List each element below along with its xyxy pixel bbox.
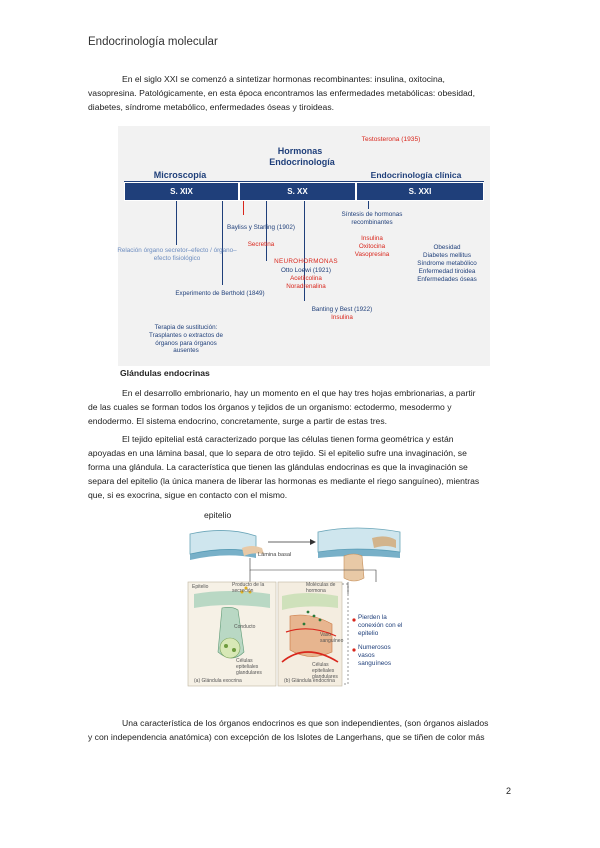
text-line: y con independencia anatómica) con excepción de los Islotes de Langerhans, que se tiñen de color más <box>88 732 485 742</box>
label-obesidad: Obesidad <box>433 244 461 251</box>
era-box-xx: S. XX <box>239 182 356 201</box>
label-vasopresina: Vasopresina <box>354 251 390 258</box>
bullet-pierden-conexion: Pierden la conexión con el epitelio <box>358 614 403 637</box>
label-trasplantes: Trasplantes o extractos de órganos para órganos ausentes <box>149 332 223 355</box>
label-producto: Producto de la secreción <box>232 582 265 594</box>
paragraph-embryo <box>88 386 518 428</box>
label-epitelio: epitelio <box>204 510 232 520</box>
text-line: forma una glándula. La característica que tienen las glándulas endocrinas es que la invaginación se <box>88 462 468 472</box>
connector-line <box>243 201 244 215</box>
label-conducto: Conducto <box>234 624 256 630</box>
label-tiroidea: Enfermedad tiroidea <box>418 268 476 275</box>
text-line: En el siglo XXI se comenzó a sintetizar hormonas recombinantes: insulina, oxitocina, <box>122 74 445 84</box>
label-celulas-b: Células epiteliales glandulares <box>312 662 338 680</box>
label-terapia: Terapia de sustitución: <box>154 324 218 331</box>
text-line: que, si es exocrina, sigue en contacto con el mismo. <box>88 490 288 500</box>
label-neurohormonas: NEUROHORMONAS <box>274 258 338 265</box>
label-moleculas: Moléculas de hormona <box>306 582 336 594</box>
text-line: Una característica de los órganos endocrinos es que son independientes, (son órganos aislados <box>122 718 489 728</box>
label-sintesis: Síntesis de hormonas recombinantes <box>341 211 403 226</box>
label-sindrome: Síndrome metabólico <box>417 260 477 267</box>
caption-panel-a: (a) Glándula exocrina <box>194 678 242 684</box>
label-oseas: Enfermedades óseas <box>417 276 477 283</box>
label-endocrinologia-clinica: Endocrinología clínica <box>370 170 462 180</box>
label-epitelio-small: Epitelio <box>192 584 209 590</box>
page-number: 2 <box>506 786 512 796</box>
text-line: de las cuales se forman todos los órganos y tejidos de un organismo: ectodermo, mesodermo y <box>88 402 452 412</box>
era-box-xxi: S. XXI <box>356 182 484 201</box>
text-line: En el desarrollo embrionario, hay un momento en el que hay tres hojas embrionarias, a partir <box>122 388 476 398</box>
paragraph-epithelium <box>88 432 518 502</box>
label-endocrinologia: Endocrinología <box>269 157 335 167</box>
connector-line <box>176 201 177 245</box>
connector-line <box>222 201 223 285</box>
caption-panel-b: (b) Glándula endocrina <box>284 678 335 684</box>
connector-line <box>368 201 369 209</box>
history-timeline-figure <box>118 126 490 366</box>
label-celulas-a: Células epiteliales glandulares <box>236 658 262 676</box>
label-banting: Banting y Best (1922) <box>311 306 373 313</box>
label-insulina-banting: Insulina <box>331 314 353 321</box>
label-hormonas: Hormonas <box>277 146 323 156</box>
label-oxitocina: Oxitocina <box>358 243 386 250</box>
text-line: separa del epitelio (la única manera de liberar las hormonas es mediante el riego sanguíneo), mientras <box>88 476 480 486</box>
label-diabetes: Diabetes mellitus <box>423 252 471 259</box>
gland-figure <box>186 512 402 692</box>
label-relacion: Relación órgano secretor–efecto / órgano–efecto fisiológico <box>117 247 237 262</box>
label-berthold: Experimento de Berthold (1849) <box>175 290 265 297</box>
page-header: Endocrinología molecular <box>88 36 218 48</box>
text-line: endodermo. El sistema endocrino, concretamente, surge a partir de estas tres. <box>88 416 388 426</box>
label-noradrenalina: Noradrenalina <box>286 283 326 290</box>
text-line: apoyadas en una lámina basal, que lo separa de otro tejido. Si el epitelio sufre una invaginación, se <box>88 448 467 458</box>
section-title: Glándulas endocrinas <box>120 368 210 378</box>
label-acetilcolina: Acetilcolina <box>290 275 322 282</box>
paragraph-intro <box>88 72 518 114</box>
label-insulina: Insulina <box>361 235 383 242</box>
label-bayliss: Bayliss y Starling (1902) <box>227 224 295 231</box>
label-secretina: Secretina <box>247 241 275 248</box>
label-lamina-basal: Lámina basal <box>258 552 292 558</box>
label-vaso: Vaso sanguíneo <box>320 632 344 644</box>
text-line: diabetes, síndrome metabólico, enfermedades óseas y tiroideas. <box>88 102 335 112</box>
label-testosterona: Testosterona (1935) <box>361 136 421 143</box>
paragraph-independence <box>88 716 518 744</box>
label-microscopia: Microscopía <box>153 170 207 180</box>
bullet-vasos: Numerosos vasos sanguíneos <box>358 644 392 667</box>
text-line: El tejido epitelial está caracterizado porque las células tienen forma geométrica y están <box>122 434 454 444</box>
text-line: vasopresina. Patológicamente, en esta época encontramos las enfermedades metabólicas: obesidad, <box>88 88 475 98</box>
label-loewi: Otto Loewi (1921) <box>280 267 332 274</box>
era-box-xix: S. XIX <box>124 182 239 201</box>
